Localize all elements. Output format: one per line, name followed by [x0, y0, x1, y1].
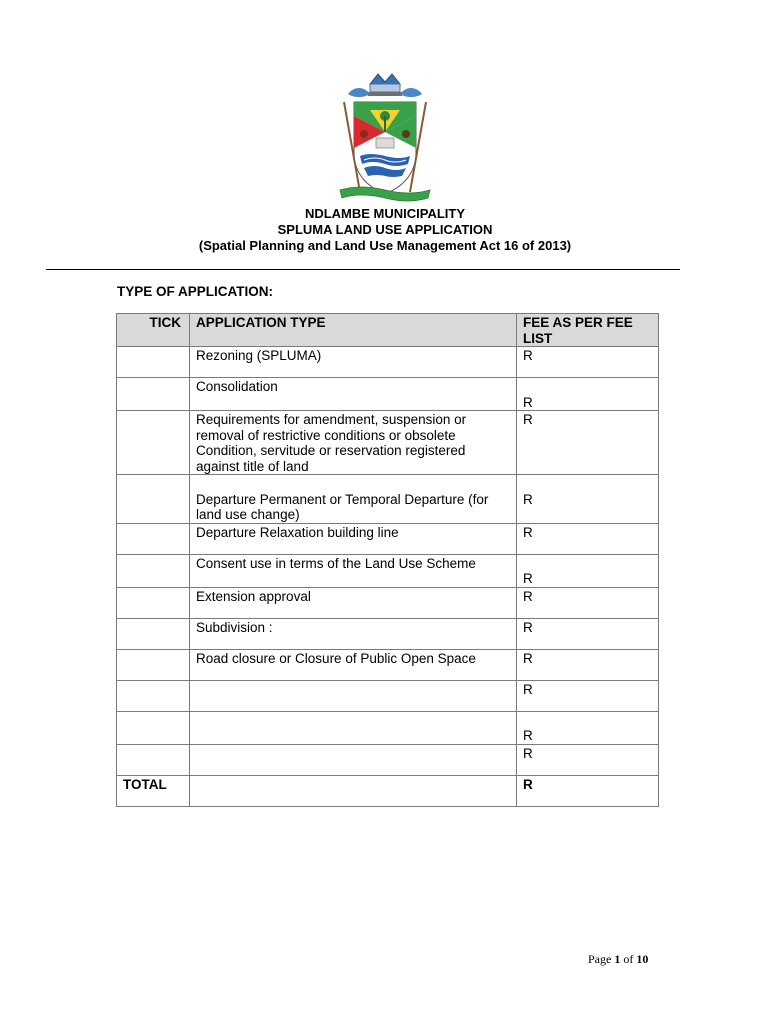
application-type-cell	[190, 744, 517, 775]
fee-value: R	[523, 571, 533, 586]
table-row	[117, 711, 659, 744]
page-total: 10	[636, 952, 649, 966]
application-type-cell: Consolidation	[190, 378, 517, 411]
application-type-cell	[190, 711, 517, 744]
table-row	[117, 649, 659, 680]
total-row	[117, 775, 659, 806]
application-type-cell: Requirements for amendment, suspension or removal of restrictive conditions or obsolete Condition, servitude or reservation registered against title of land	[190, 411, 517, 475]
table-row	[117, 475, 659, 524]
table-row	[117, 554, 659, 587]
tick-cell[interactable]	[117, 744, 190, 775]
table-header-row	[117, 314, 659, 347]
tick-cell[interactable]	[117, 523, 190, 554]
table-row	[117, 618, 659, 649]
total-blank-cell	[190, 775, 517, 806]
form-title: SPLUMA LAND USE APPLICATION	[277, 222, 493, 237]
tick-cell[interactable]	[117, 587, 190, 618]
page-of: of	[623, 952, 634, 966]
tick-cell[interactable]	[117, 618, 190, 649]
fee-cell[interactable]: R	[517, 680, 659, 711]
header-tick: TICK	[117, 314, 190, 347]
fee-value: R	[523, 491, 533, 507]
fee-value: R	[523, 728, 533, 743]
fee-cell[interactable]	[517, 554, 659, 587]
tick-cell[interactable]	[117, 554, 190, 587]
application-type-cell	[190, 475, 517, 524]
header-fee: FEE AS PER FEE LIST	[517, 314, 659, 347]
fee-cell[interactable]: R	[517, 744, 659, 775]
tick-cell[interactable]	[117, 347, 190, 378]
tick-cell[interactable]	[117, 475, 190, 524]
application-type-cell: Departure Relaxation building line	[190, 523, 517, 554]
tick-cell[interactable]	[117, 711, 190, 744]
table-row	[117, 523, 659, 554]
table-row	[117, 378, 659, 411]
application-type-cell	[190, 680, 517, 711]
fee-cell[interactable]	[517, 378, 659, 411]
fee-cell[interactable]: R	[517, 523, 659, 554]
application-type-cell: Extension approval	[190, 587, 517, 618]
fee-cell[interactable]: R	[517, 587, 659, 618]
application-type-cell: Subdivision :	[190, 618, 517, 649]
total-label: TOTAL	[117, 775, 190, 806]
table-row	[117, 587, 659, 618]
fee-value: R	[523, 394, 533, 410]
header-divider	[46, 269, 680, 270]
municipal-coat-of-arms	[330, 72, 440, 204]
total-fee[interactable]: R	[517, 775, 659, 806]
header-application-type: APPLICATION TYPE	[190, 314, 517, 347]
municipality-name: NDLAMBE MUNICIPALITY	[304, 206, 466, 221]
tick-cell[interactable]	[117, 680, 190, 711]
page-word: Page	[588, 952, 612, 966]
application-type-text: Departure Permanent or Temporal Departure (for land use change)	[196, 491, 489, 522]
tick-cell[interactable]	[117, 378, 190, 411]
fee-cell[interactable]	[517, 475, 659, 524]
fee-cell[interactable]: R	[517, 411, 659, 475]
application-type-cell: Consent use in terms of the Land Use Scheme	[190, 554, 517, 587]
page-current: 1	[614, 952, 621, 966]
fee-cell[interactable]: R	[517, 347, 659, 378]
fee-cell[interactable]	[517, 711, 659, 744]
tick-cell[interactable]	[117, 649, 190, 680]
table-row	[117, 347, 659, 378]
tick-cell[interactable]	[117, 411, 190, 475]
table-row	[117, 680, 659, 711]
fee-cell[interactable]: R	[517, 618, 659, 649]
section-heading: TYPE OF APPLICATION:	[117, 284, 274, 299]
application-type-cell: Rezoning (SPLUMA)	[190, 347, 517, 378]
fee-cell[interactable]: R	[517, 649, 659, 680]
act-reference: (Spatial Planning and Land Use Management Act 16 of 2013)	[198, 238, 572, 253]
application-type-cell: Road closure or Closure of Public Open Space	[190, 649, 517, 680]
table-row	[117, 744, 659, 775]
page-number	[588, 952, 648, 967]
table-row	[117, 411, 659, 475]
application-fee-table	[116, 313, 659, 807]
